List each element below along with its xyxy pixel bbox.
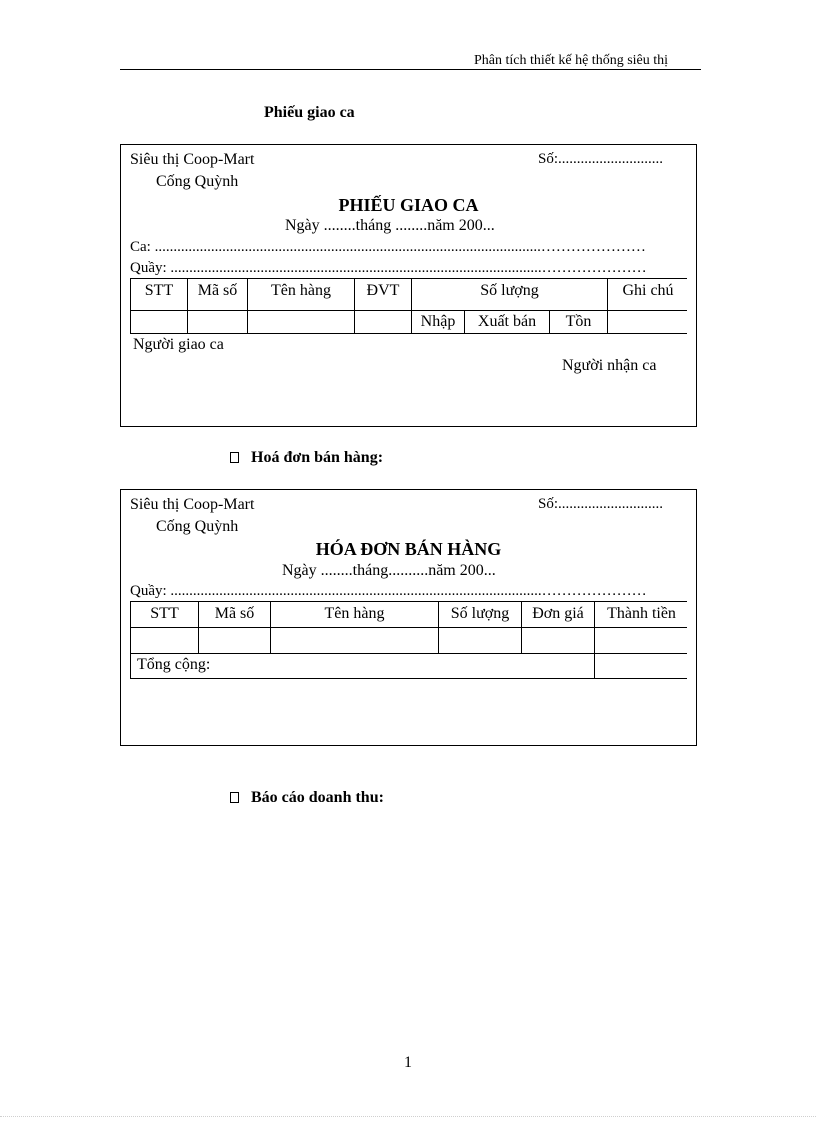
column-header: Ghi chú	[622, 282, 674, 299]
sub-column-header: Tồn	[565, 313, 592, 330]
table-rule	[130, 601, 687, 602]
giver-signature-label: Người giao ca	[133, 336, 224, 353]
total-label: Tổng cộng:	[137, 656, 211, 673]
sales-invoice-form	[120, 489, 697, 746]
running-header: Phân tích thiết kế hệ thống siêu thị	[474, 53, 669, 68]
column-header: Mã số	[214, 605, 255, 622]
column-header: STT	[150, 605, 179, 622]
column-header: Thành tiền	[607, 605, 676, 622]
table-rule	[130, 310, 411, 311]
store-branch: Cống Quỳnh	[156, 173, 239, 190]
store-branch: Cống Quỳnh	[156, 518, 239, 535]
page-bottom-edge	[0, 1116, 816, 1117]
receiver-signature-label: Người nhận ca	[562, 357, 657, 374]
table-rule	[130, 678, 687, 679]
table-rule	[130, 333, 687, 334]
column-header: Số lượng	[450, 605, 510, 622]
sub-column-header: Nhập	[420, 313, 456, 330]
section-heading-shift-handover: Phiếu giao ca	[264, 104, 355, 121]
section-heading-text: Báo cáo doanh thu:	[251, 789, 384, 806]
column-header: Số lượng	[480, 282, 539, 299]
shift-line: Ca: .......................................................................................................…………………	[130, 239, 646, 255]
table-rule	[130, 653, 687, 654]
section-heading-text: Hoá đơn bán hàng:	[251, 449, 384, 466]
table-rule	[130, 627, 687, 628]
counter-line: Quầy: ...................................................................................................…………………	[130, 583, 647, 599]
header-rule	[120, 69, 701, 70]
sub-column-header: Xuất bán	[477, 313, 537, 330]
counter-line: Quầy: ...................................................................................................…………………	[130, 260, 647, 276]
checkbox-bullet-icon	[230, 792, 239, 803]
page-number: 1	[404, 1054, 412, 1071]
section-heading-invoice	[230, 449, 383, 467]
checkbox-bullet-icon	[230, 452, 239, 463]
store-name: Siêu thị Coop-Mart	[130, 151, 255, 168]
column-header: STT	[144, 282, 174, 299]
column-header: Tên hàng	[271, 282, 331, 299]
form-title: PHIẾU GIAO CA	[338, 195, 479, 215]
form-number: Số:............................	[538, 151, 664, 167]
column-header: Tên hàng	[324, 605, 385, 622]
column-header: Mã số	[197, 282, 238, 299]
store-name: Siêu thị Coop-Mart	[130, 496, 255, 513]
form-title: HÓA ĐƠN BÁN HÀNG	[315, 539, 502, 559]
section-heading-revenue-report	[230, 789, 384, 807]
shift-handover-form	[120, 144, 697, 427]
table-rule	[130, 278, 687, 279]
date-line: Ngày ........tháng ........năm 200...	[285, 217, 495, 234]
column-header: Đơn giá	[532, 605, 584, 622]
column-header: ĐVT	[366, 282, 400, 299]
form-number: Số:............................	[538, 496, 664, 512]
date-line: Ngày ........tháng..........năm 200...	[282, 562, 496, 579]
